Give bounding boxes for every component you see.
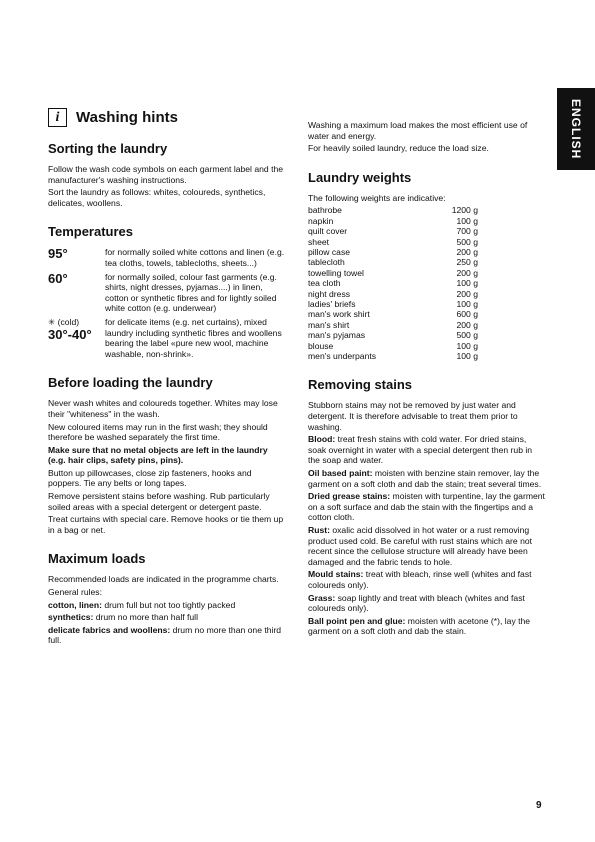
temperature-description: for delicate items (e.g. net curtains), mixed laundry including synthetic fibres and woollens bearing the label «pure new wool, machine washable, non-shrink». bbox=[105, 316, 282, 359]
weight-row bbox=[308, 205, 478, 215]
stain-item bbox=[308, 525, 546, 567]
weight-item-name: sheet bbox=[308, 236, 330, 247]
weight-item-value: 100 g bbox=[456, 299, 478, 310]
maxloads-general-rules: General rules: bbox=[48, 587, 102, 598]
weights-table bbox=[308, 205, 478, 361]
stain-item bbox=[308, 491, 546, 523]
weight-row bbox=[308, 289, 478, 299]
weight-row bbox=[308, 257, 478, 267]
weight-row bbox=[308, 237, 478, 247]
weight-row bbox=[308, 299, 478, 309]
weight-item-name: night dress bbox=[308, 288, 351, 299]
weight-item-value: 1200 g bbox=[451, 205, 478, 216]
left-column bbox=[48, 108, 286, 648]
weight-item-value: 600 g bbox=[456, 309, 478, 320]
rule-label: delicate fabrics and woollens: bbox=[48, 624, 171, 635]
sorting-paragraph-1: Follow the wash code symbols on each garment label and the manufacturer's washing instructions. bbox=[48, 164, 284, 185]
weight-item-name: napkin bbox=[308, 215, 334, 226]
stain-label: Mould stains: bbox=[308, 569, 364, 580]
maximum-loads-heading: Maximum loads bbox=[48, 551, 146, 567]
weight-item-value: 500 g bbox=[456, 330, 478, 341]
temperature-row bbox=[48, 317, 286, 359]
weight-item-name: man's pyjamas bbox=[308, 330, 366, 341]
page-header bbox=[48, 108, 286, 127]
cold-label: (cold) bbox=[57, 316, 80, 327]
weight-row bbox=[308, 226, 478, 236]
stain-label: Blood: bbox=[308, 434, 336, 445]
weight-item-name: tablecloth bbox=[308, 257, 345, 268]
weight-item-name: quilt cover bbox=[308, 226, 348, 237]
intro-paragraph-1: Washing a maximum load makes the most efficient use of water and energy. bbox=[308, 120, 528, 141]
stain-label: Ball point pen and glue: bbox=[308, 615, 406, 626]
weight-item-name: men's underpants bbox=[308, 351, 377, 362]
stain-item bbox=[308, 569, 546, 590]
weight-item-value: 200 g bbox=[456, 319, 478, 330]
stains-intro: Stubborn stains may not be removed by just water and detergent. It is therefore advisable to treat them prior to washing. bbox=[308, 400, 518, 432]
stains-list bbox=[308, 434, 546, 637]
language-tab-label: ENGLISH bbox=[569, 98, 583, 160]
sorting-paragraph-2: Sort the laundry as follows: whites, coloureds, synthetics, delicates, woollens. bbox=[48, 187, 266, 208]
weight-item-name: man's shirt bbox=[308, 319, 350, 330]
before-paragraph-5: Remove persistent stains before washing. Rub particularly soiled areas with a special detergent or detergent paste. bbox=[48, 491, 270, 512]
weight-item-value: 200 g bbox=[456, 288, 478, 299]
weight-row bbox=[308, 216, 478, 226]
temperature-row bbox=[48, 247, 286, 268]
weight-item-name: ladies' briefs bbox=[308, 299, 356, 310]
weight-item-name: bathrobe bbox=[308, 205, 342, 216]
removing-stains-heading: Removing stains bbox=[308, 377, 413, 393]
weight-row bbox=[308, 341, 478, 351]
weight-row bbox=[308, 309, 478, 319]
maxloads-rule bbox=[48, 612, 286, 623]
info-icon: i bbox=[48, 108, 67, 127]
weight-item-name: man's work shirt bbox=[308, 309, 370, 320]
stain-label: Grass: bbox=[308, 592, 336, 603]
weight-row bbox=[308, 330, 478, 340]
before-paragraph-1: Never wash whites and coloureds together. Whites may lose their "whiteness" in the wash. bbox=[48, 398, 278, 419]
temperature-description: for normally soiled white cottons and linen (e.g. tea cloths, towels, tablecloths, sheets...) bbox=[105, 247, 285, 268]
rule-label: synthetics: bbox=[48, 612, 94, 623]
temperatures-heading: Temperatures bbox=[48, 224, 134, 240]
sorting-heading: Sorting the laundry bbox=[48, 141, 168, 156]
weight-item-value: 250 g bbox=[456, 257, 478, 268]
weight-item-value: 100 g bbox=[456, 351, 478, 362]
language-tab bbox=[557, 88, 595, 170]
weight-row bbox=[308, 247, 478, 257]
weights-intro: The following weights are indicative: bbox=[308, 192, 446, 203]
temperature-description: for normally soiled, colour fast garments (e.g. shirts, night dresses, pyjamas....) in linen, cotton or synthetic fibres and for lightly soiled white cotton (e.g. underwear) bbox=[105, 271, 277, 314]
weight-item-name: towelling towel bbox=[308, 267, 364, 278]
stain-text: oxalic acid dissolved in hot water or a rust removing product used cold. Be careful with rust stains which are not recent since the cellulose structure will already have been damaged and the fabric tends to hole. bbox=[308, 525, 533, 567]
stain-text: moisten with turpentine, lay the garment on a soft surface and dab the stain with the fingertips and a cotton cloth. bbox=[308, 491, 545, 523]
temperature-label: 95° bbox=[48, 246, 68, 262]
weight-item-name: pillow case bbox=[308, 247, 351, 257]
temperature-row bbox=[48, 272, 286, 314]
weight-row bbox=[308, 268, 478, 278]
rule-label: cotton, linen: bbox=[48, 599, 102, 610]
stain-text: moisten with benzine stain remover, lay the garment on a soft cloth and dab the stain; treat several times. bbox=[308, 468, 542, 489]
maxloads-rule bbox=[48, 625, 286, 646]
weight-row bbox=[308, 320, 478, 330]
stain-text: moisten with acetone (*), lay the garment on a soft cloth and dab the stain. bbox=[308, 615, 531, 637]
weight-item-value: 200 g bbox=[456, 267, 478, 278]
weight-item-name: tea cloth bbox=[308, 278, 341, 289]
weight-row bbox=[308, 278, 478, 288]
before-paragraph-6: Treat curtains with special care. Remove hooks or tie them up in a bag or net. bbox=[48, 514, 284, 535]
weight-item-value: 500 g bbox=[456, 236, 478, 247]
stain-label: Dried grease stains: bbox=[308, 491, 391, 502]
before-paragraph-4: Button up pillowcases, close zip fasteners, hooks and poppers. Tie any belts or long tapes. bbox=[48, 467, 252, 489]
wool-symbol-icon: ✳ bbox=[48, 316, 56, 327]
page-number: 9 bbox=[536, 800, 542, 811]
temperature-label: 30°-40° bbox=[48, 326, 92, 342]
stain-label: Rust: bbox=[308, 525, 330, 535]
stain-item bbox=[308, 593, 546, 614]
before-loading-heading: Before loading the laundry bbox=[48, 375, 213, 391]
weight-item-value: 200 g bbox=[456, 247, 478, 257]
stain-text: treat with bleach, rinse well (whites and fast coloureds only). bbox=[308, 569, 532, 590]
weight-item-value: 700 g bbox=[456, 226, 478, 237]
stain-item bbox=[308, 434, 546, 466]
maxloads-rule bbox=[48, 600, 286, 611]
weight-item-value: 100 g bbox=[456, 215, 478, 226]
temperature-label: 60° bbox=[48, 270, 68, 286]
weight-item-value: 100 g bbox=[456, 278, 478, 289]
rule-text: drum full but not too tightly packed bbox=[101, 599, 236, 610]
laundry-weights-heading: Laundry weights bbox=[308, 169, 412, 185]
weight-item-name: blouse bbox=[308, 340, 334, 351]
before-warning: Make sure that no metal objects are left in the laundry (e.g. hair clips, safety pins, pins). bbox=[48, 444, 268, 466]
stain-item bbox=[308, 468, 546, 489]
before-paragraph-2: New coloured items may run in the first wash; they should therefore be washed separately the first time. bbox=[48, 421, 268, 443]
stain-text: treat fresh stains with cold water. For dried stains, soak overnight in water with a special detergent then rub in the soap and water. bbox=[308, 434, 533, 466]
stain-item bbox=[308, 616, 546, 637]
stain-label: Oil based paint: bbox=[308, 468, 373, 479]
weight-item-value: 100 g bbox=[456, 340, 478, 351]
intro-paragraph-2: For heavily soiled laundry, reduce the load size. bbox=[308, 143, 489, 154]
stain-text: soap lightly and treat with bleach (whites and fast coloureds only). bbox=[308, 592, 525, 614]
page-title: Washing hints bbox=[76, 109, 178, 126]
weight-row bbox=[308, 351, 478, 361]
right-column bbox=[308, 120, 546, 639]
rule-text: drum no more than one third full. bbox=[48, 624, 282, 646]
rule-text: drum no more than half full bbox=[93, 612, 198, 623]
maxloads-paragraph-1: Recommended loads are indicated in the programme charts. bbox=[48, 574, 279, 585]
